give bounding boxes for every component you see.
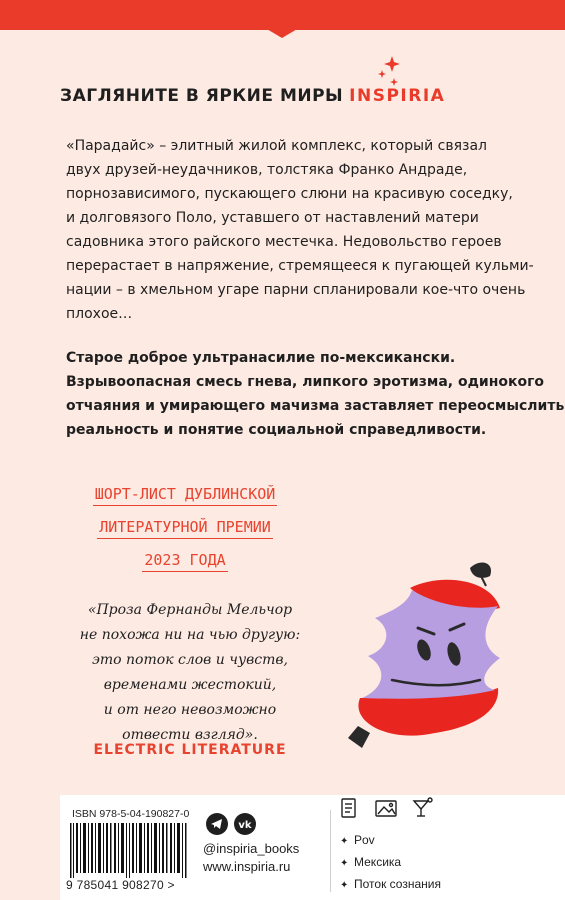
tag-label: Поток сознания	[354, 877, 441, 891]
svg-text:vk: vk	[238, 820, 252, 831]
contact-block	[203, 840, 299, 876]
tag-label: Pov	[354, 833, 375, 847]
sparkle-bullet-icon: ✦	[340, 836, 349, 847]
synopsis-paragraph	[66, 134, 534, 326]
tagline-paragraph	[66, 346, 565, 442]
synopsis-line: нации – в хмельном угаре парни спланировали кое-что очень	[66, 282, 526, 298]
quote-line: не похожа ни на чью другую:	[79, 627, 301, 643]
tag-label: Мексика	[354, 855, 402, 869]
barcode	[70, 823, 190, 878]
quote-line: «Проза Фернанды Мельчор	[87, 602, 293, 618]
sparkle-bullet-icon: ✦	[340, 858, 349, 869]
social-icons	[205, 812, 265, 836]
quote-line: временами жестокий,	[103, 677, 277, 693]
synopsis-line: двух друзей-неудачников, толстяка Франко Андраде,	[66, 162, 468, 178]
book-icon	[342, 799, 355, 817]
top-band-notch	[0, 22, 565, 40]
quote-line: отвести взгляд».	[122, 727, 258, 743]
review-quote	[60, 598, 320, 748]
tag-item	[340, 852, 441, 874]
format-icons	[340, 796, 440, 820]
award-line: ШОРТ-ЛИСТ ДУБЛИНСКОЙ	[93, 483, 278, 506]
picture-icon	[376, 801, 396, 816]
tagline-line: отчаяния и умирающего мачизма заставляет переосмыслить	[66, 398, 565, 414]
synopsis-line: перерастает в напряжение, стремящееся к пугающей кульми-	[66, 258, 534, 274]
apple-core-illustration	[330, 548, 530, 763]
cocktail-icon	[414, 798, 432, 816]
social-handle: @inspiria_books	[203, 841, 300, 856]
brand-name: INSPIRIA	[349, 86, 446, 106]
quote-line: и от него невозможно	[103, 702, 277, 718]
synopsis-line: «Парадайс» – элитный жилой комплекс, который связал	[66, 138, 487, 154]
quote-line: это поток слов и чувств,	[92, 652, 288, 668]
website-link: www.inspiria.ru	[203, 859, 291, 874]
headline-text: ЗАГЛЯНИТЕ В ЯРКИЕ МИРЫ	[60, 86, 344, 106]
tagline-line: Старое доброе ультранасилие по-мексикански.	[66, 350, 456, 366]
award-line: 2023 ГОДА	[142, 549, 227, 572]
panel-divider	[330, 810, 331, 892]
quote-source: ELECTRIC LITERATURE	[93, 742, 287, 758]
isbn-text: ISBN 978-5-04-190827-0	[72, 808, 190, 820]
synopsis-line: садовника этого райского местечка. Недовольство героев	[66, 234, 502, 250]
tag-item	[340, 874, 441, 896]
synopsis-line: порнозависимого, пускающего слюни на красивую соседку,	[66, 186, 513, 202]
barcode-digits: 9 785041 908270 >	[66, 878, 175, 892]
award-block	[60, 478, 310, 577]
tag-item	[340, 830, 441, 852]
award-line: ЛИТЕРАТУРНОЙ ПРЕМИИ	[97, 516, 273, 539]
vk-icon[interactable]	[234, 813, 256, 835]
telegram-icon[interactable]	[206, 813, 228, 835]
tagline-line: реальность и понятие социальной справедливости.	[66, 422, 487, 438]
genre-tags	[340, 830, 441, 896]
sparkle-bullet-icon: ✦	[340, 880, 349, 891]
tagline-line: Взрывоопасная смесь гнева, липкого эротизма, одинокого	[66, 374, 545, 390]
synopsis-line: плохое…	[66, 306, 133, 322]
sparkle-icon	[376, 54, 404, 90]
synopsis-line: и долговязого Поло, уставшего от наставлений матери	[66, 210, 479, 226]
series-headline	[60, 86, 445, 106]
